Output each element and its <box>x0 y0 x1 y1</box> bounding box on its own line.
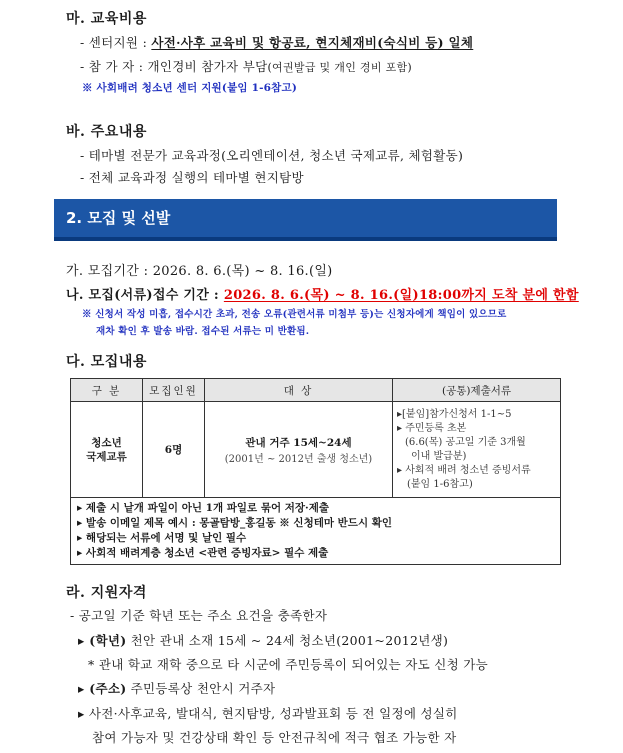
eligibility-grade-note: * 관내 학교 재학 중으로 타 시군에 주민등록이 되어있는 자도 신청 가능 <box>88 657 489 672</box>
table-note: ▸ 해당되는 서류에 서명 및 날인 필수 <box>77 532 247 544</box>
doc-item: ▸ 사회적 배려 청소년 증빙서류 <box>397 464 531 476</box>
col-header-target: 대 상 <box>205 379 393 402</box>
cell-target <box>205 402 393 498</box>
eligibility-address-label: ▸ (주소) <box>78 681 127 696</box>
cost-participant-label: - 참 가 자 : 개인경비 참가자 부담 <box>80 59 268 74</box>
doc-item: ▸ 주민등록 초본 <box>397 422 467 434</box>
section-heading-cost: 마. 교육비용 <box>66 11 147 27</box>
doc-item: (붙임 1-6참고) <box>407 478 473 490</box>
doc-item: 이내 발급분) <box>411 450 467 462</box>
cell-docs <box>393 402 561 498</box>
recruit-period: 가. 모집기간 : 2026. 8. 6.(목) ~ 8. 16.(일) <box>66 264 333 279</box>
col-header-category: 구 분 <box>71 379 143 402</box>
application-period <box>66 284 579 303</box>
table-header-row <box>71 379 561 402</box>
section-heading-content: 바. 주요내용 <box>66 124 147 140</box>
eligibility-address <box>78 679 275 697</box>
cell-count: 6명 <box>143 402 205 498</box>
col-header-count: 모집인원 <box>143 379 205 402</box>
cost-center-value: 사전·사후 교육비 및 항공료, 현지체재비(숙식비 등) 일체 <box>151 35 474 50</box>
table-notes-row <box>71 498 561 565</box>
table-note: ▸ 제출 시 낱개 파일이 아닌 1개 파일로 묶어 저장·제출 <box>77 502 329 514</box>
application-period-value: 2026. 8. 6.(목) ~ 8. 16.(일)18:00까지 도착 분에 한함 <box>223 288 579 303</box>
eligibility-participation-1: ▸ 사전·사후교육, 발대식, 현지탐방, 성과발표회 등 전 일정에 성실히 <box>78 706 458 721</box>
application-period-label: 나. 모집(서류)접수 기간 : <box>66 288 224 303</box>
col-header-docs: (공통)제출서류 <box>393 379 561 402</box>
section-banner <box>54 199 557 237</box>
banner-accent-bar <box>54 237 557 241</box>
section-heading-eligibility: 라. 지원자격 <box>66 585 147 601</box>
cost-participant <box>80 57 412 75</box>
table-row <box>71 402 561 498</box>
table-note: ▸ 발송 이메일 제목 예시 : 몽골탐방_홍길동 ※ 신청테마 반드시 확인 <box>77 517 393 529</box>
cost-participant-detail: (여권발급 및 개인 경비 포함) <box>267 61 413 74</box>
section-heading-recruit: 다. 모집내용 <box>66 354 147 370</box>
cell-notes <box>71 498 561 565</box>
doc-item: (6.6(목) 공고일 기준 3개월 <box>405 436 526 448</box>
eligibility-address-text: 주민등록상 천안시 거주자 <box>126 681 276 696</box>
eligibility-grade-label: ▸ (학년) <box>78 633 127 648</box>
table-note: ▸ 사회적 배려계층 청소년 <관련 증빙자료> 필수 제출 <box>77 547 329 559</box>
cost-center-label: - 센터지원 : <box>80 35 152 50</box>
target-main: 관내 거주 15세~24세 <box>245 436 352 449</box>
application-note-1: ※ 신청서 작성 미흡, 접수시간 초과, 전송 오류(관련서류 미첨부 등)는 신청자에게 책임이 있으므로 <box>82 309 507 320</box>
application-note-2: 재차 확인 후 발송 바람. 접수된 서류는 미 반환됨. <box>96 326 310 337</box>
content-item-2: - 전체 교육과정 실행의 테마별 현지탐방 <box>80 170 304 185</box>
cost-center-support <box>80 33 473 51</box>
eligibility-grade <box>78 631 448 649</box>
eligibility-line-1: - 공고일 기준 학년 또는 주소 요건을 충족한자 <box>70 608 328 623</box>
recruit-table <box>70 378 561 565</box>
eligibility-grade-text: 천안 관내 소재 15세 ~ 24세 청소년(2001~2012년생) <box>126 633 449 648</box>
cell-category: 청소년 국제교류 <box>71 402 143 498</box>
banner-title: 2. 모집 및 선발 <box>66 209 171 227</box>
eligibility-participation-2: 참여 가능자 및 건강상태 확인 등 안전규칙에 적극 협조 가능한 자 <box>92 730 457 745</box>
cost-note: ※ 사회배려 청소년 센터 지원(붙임 1-6참고) <box>82 82 298 94</box>
doc-item: ▸[붙임]참가신청서 1-1~5 <box>397 408 512 420</box>
target-sub: (2001년 ~ 2012년 출생 청소년) <box>224 453 373 465</box>
content-item-1: - 테마별 전문가 교육과정(오리엔테이션, 청소년 국제교류, 체험활동) <box>80 148 464 163</box>
